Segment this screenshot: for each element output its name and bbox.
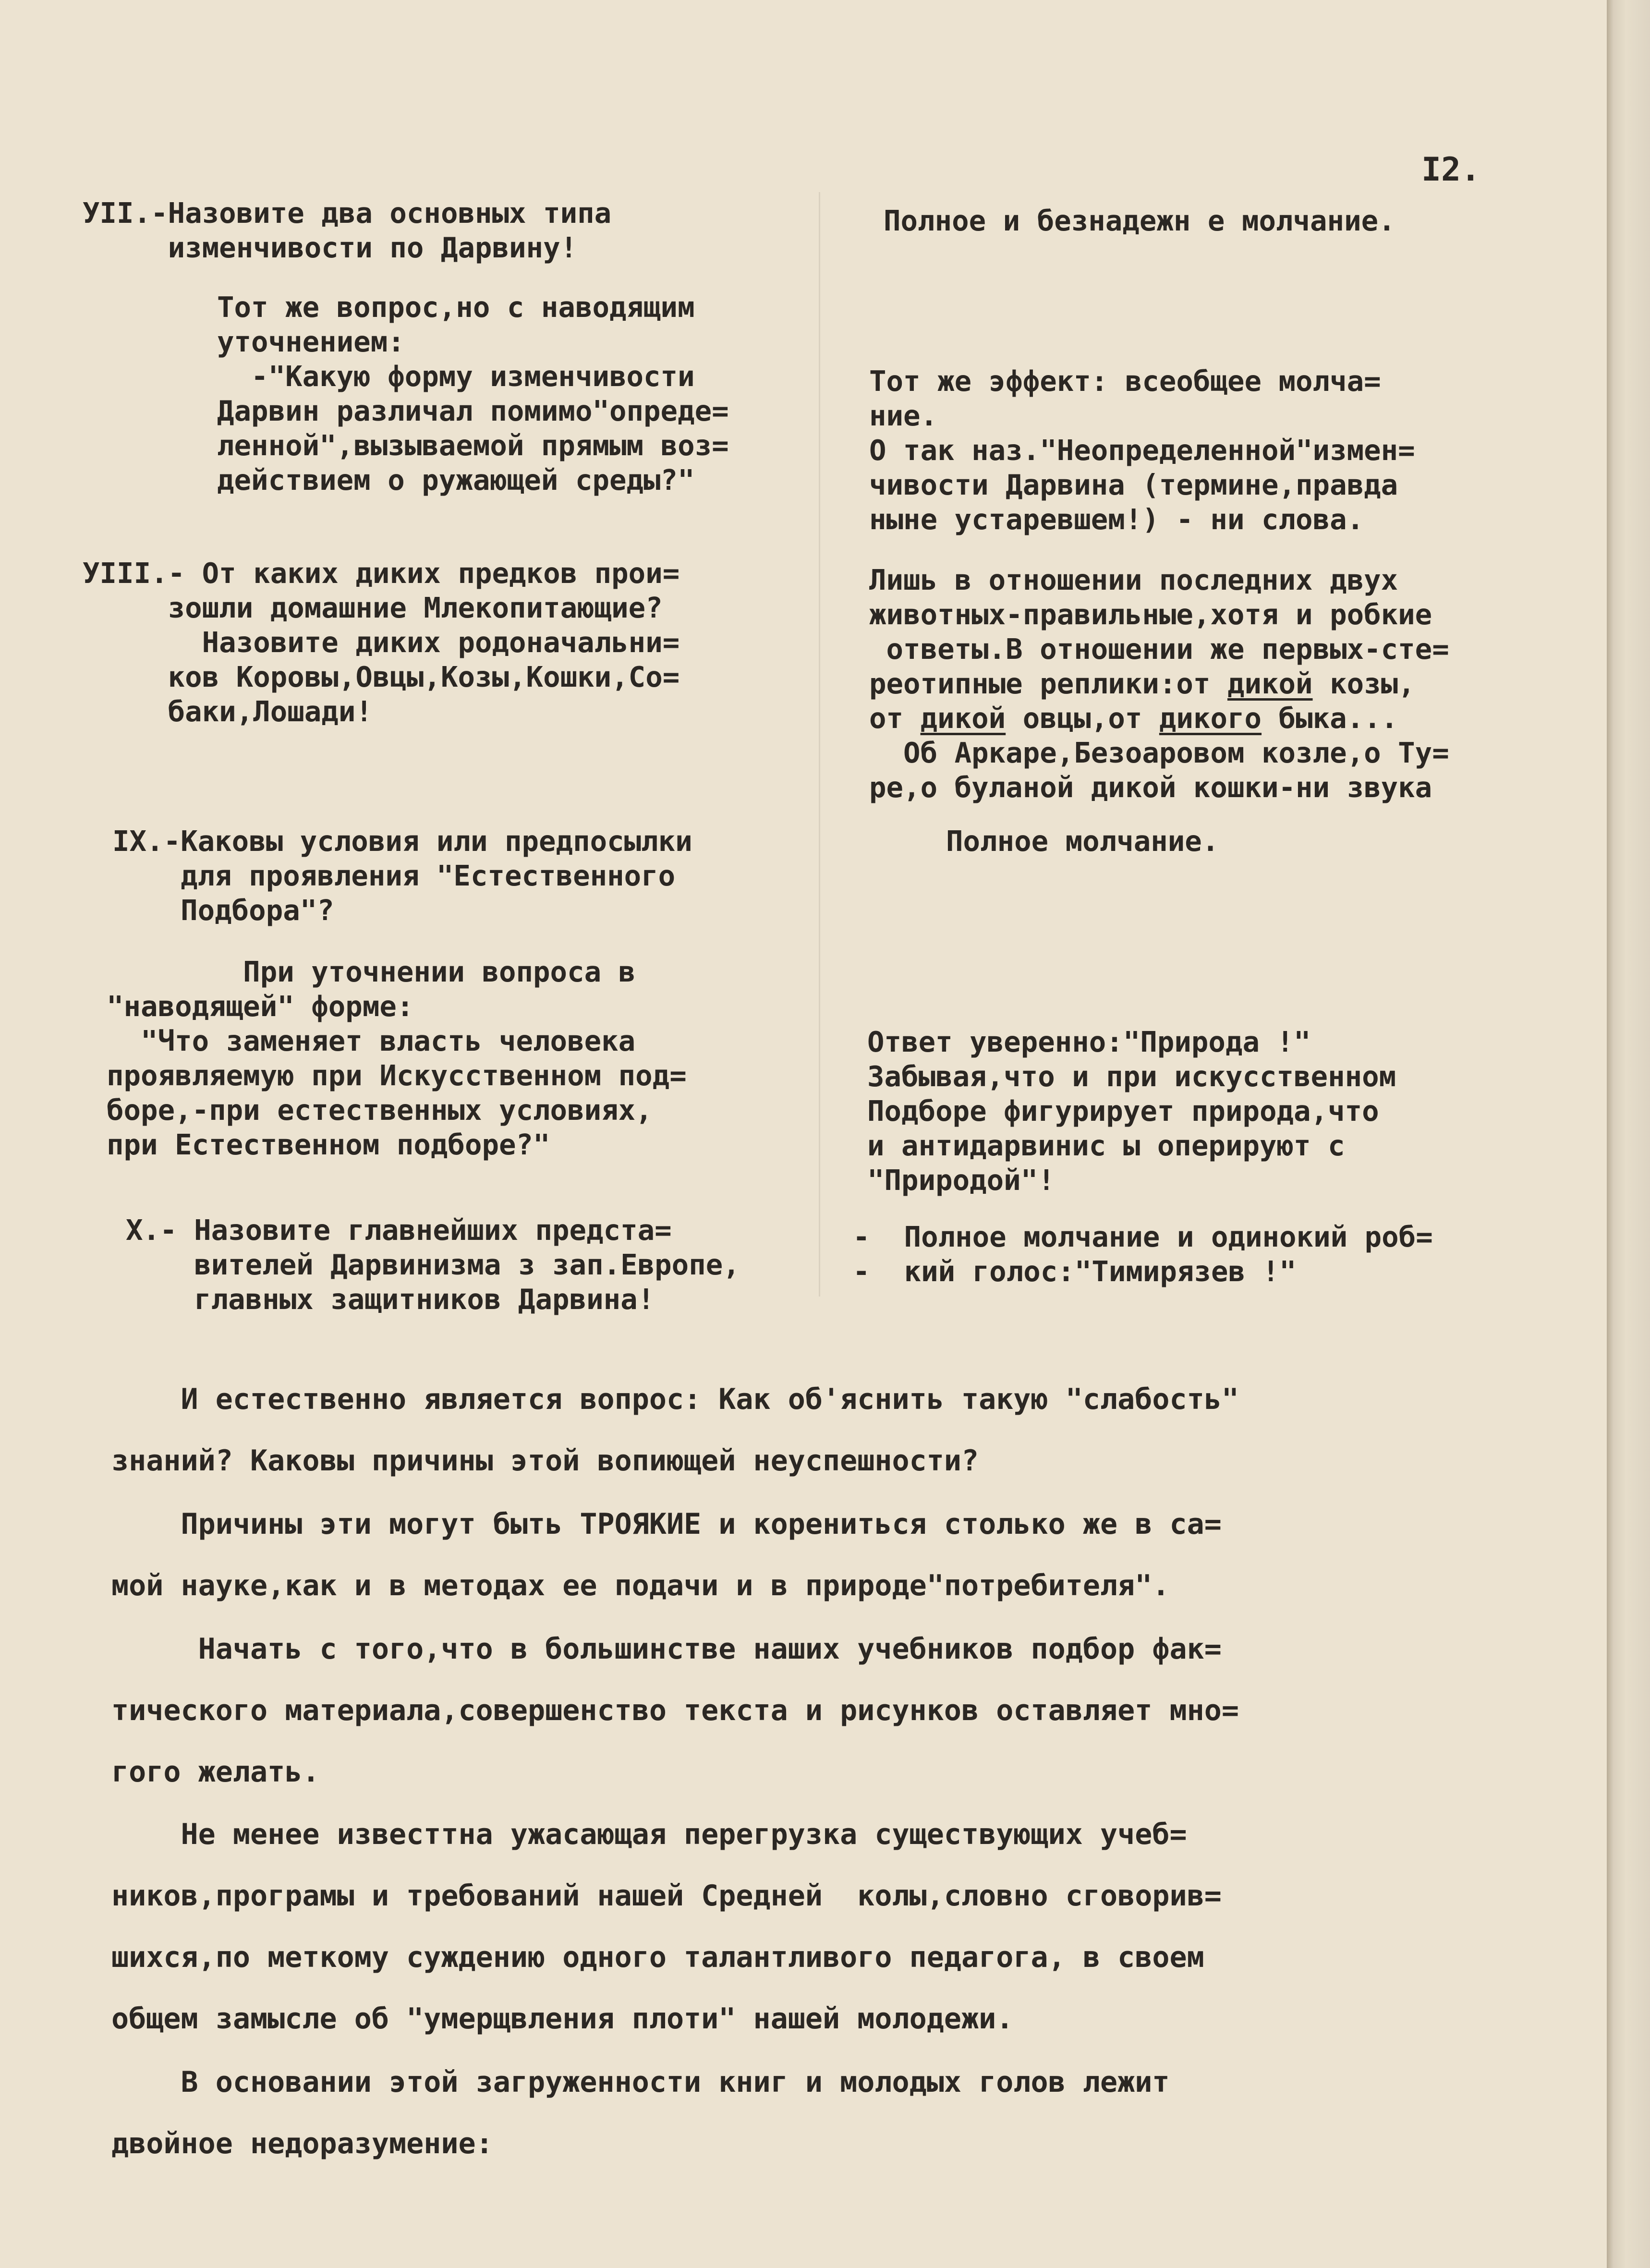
answer-8: Лишь в отношении последних двух животных-правильные,хотя и робкие ответы.В отношении же первых-сте= реотипные реплики:от дикой козы, от дикой овцы,от дикого быка... Об Аркаре,Безоаровом козле,о Ту= ре,о буланой дикой кошки-ни звука (869, 563, 1449, 804)
question-9: IХ.-Каковы условия или предпосылки для проявления "Естественного Подбора"? (112, 825, 692, 927)
question-8: УIII.- От каких диких предков прои= зошли домашние Млекопитающие? Назовите диких родоначальни= ков Коровы,Овцы,Козы,Кошки,Со= баки,Лошади! (83, 557, 680, 728)
paragraph-2: Причины эти могут быть ТРОЯКИЕ и корениться столько же в са= мой науке,как и в методах ее подачи и в природе"потребителя". (111, 1507, 1222, 1602)
answer-7: Полное и безнадежн е молчание. (884, 204, 1395, 237)
question-9-followup: При уточнении вопроса в "наводящей" форме: "Что заменяет власть человека проявляемую при Искусственном под= боре,-при естественных условиях, при Естественном подборе?" (107, 955, 687, 1161)
column-fold (819, 192, 820, 1297)
paragraph-1: И естественно является вопрос: Как об'яснить такую "слабость" знаний? Каковы причины этой вопиющей неуспешности? (111, 1383, 1239, 1478)
question-7: УII.-Назовите два основных типа изменчивости по Дарвину! (83, 196, 612, 264)
page-edge-underneath (1607, 0, 1650, 2268)
underlined-word: дикой (920, 702, 1006, 735)
answer-10: - Полное молчание и одинокий роб= - кий голос:"Тимирязев !" (853, 1220, 1433, 1288)
underlined-word: дикой (1227, 667, 1313, 700)
question-7-followup: Тот же вопрос,но с наводящим уточнением: -"Какую форму изменчивости Дарвин различал помимо"опреде= ленной",вызываемой прямым воз= действием о ружающей среды?" (217, 291, 729, 497)
underlined-word: дикого (1159, 702, 1262, 735)
paragraph-5: В основании этой загруженности книг и молодых голов лежит двойное недоразумение: (111, 2065, 1170, 2160)
answer-9-followup: Ответ уверенно:"Природа !" Забывая,что и при искусственном Подборе фигурирует природа,что и антидарвинис ы оперируют с "Природой"! (867, 1025, 1396, 1197)
paragraph-3: Начать с того,что в большинстве наших учебников подбор фак= тического материала,совершенство текста и рисунков оставляет мно= гого желать. (111, 1632, 1239, 1789)
page-number: I2. (1421, 151, 1480, 189)
answer-9: Полное молчание. (946, 825, 1219, 858)
question-10: Х.- Назовите главнейших предста= вителей Дарвинизма з зап.Европе, главных защитников Дарвина! (126, 1213, 740, 1316)
answer-7-followup: Тот же эффект: всеобщее молча= ние. О так наз."Неопределенной"измен= чивости Дарвина (термине,правда ныне устаревшем!) - ни слова. (869, 364, 1415, 536)
paragraph-4: Не менее известтна ужасающая перегрузка существующих учеб= ников,програмы и требований нашей Средней колы,словно сговорив= шихся,по меткому суждению одного талантливого педагога, в своем общем замысле об "умерщвления плоти" нашей молодежи. (111, 1818, 1222, 2036)
